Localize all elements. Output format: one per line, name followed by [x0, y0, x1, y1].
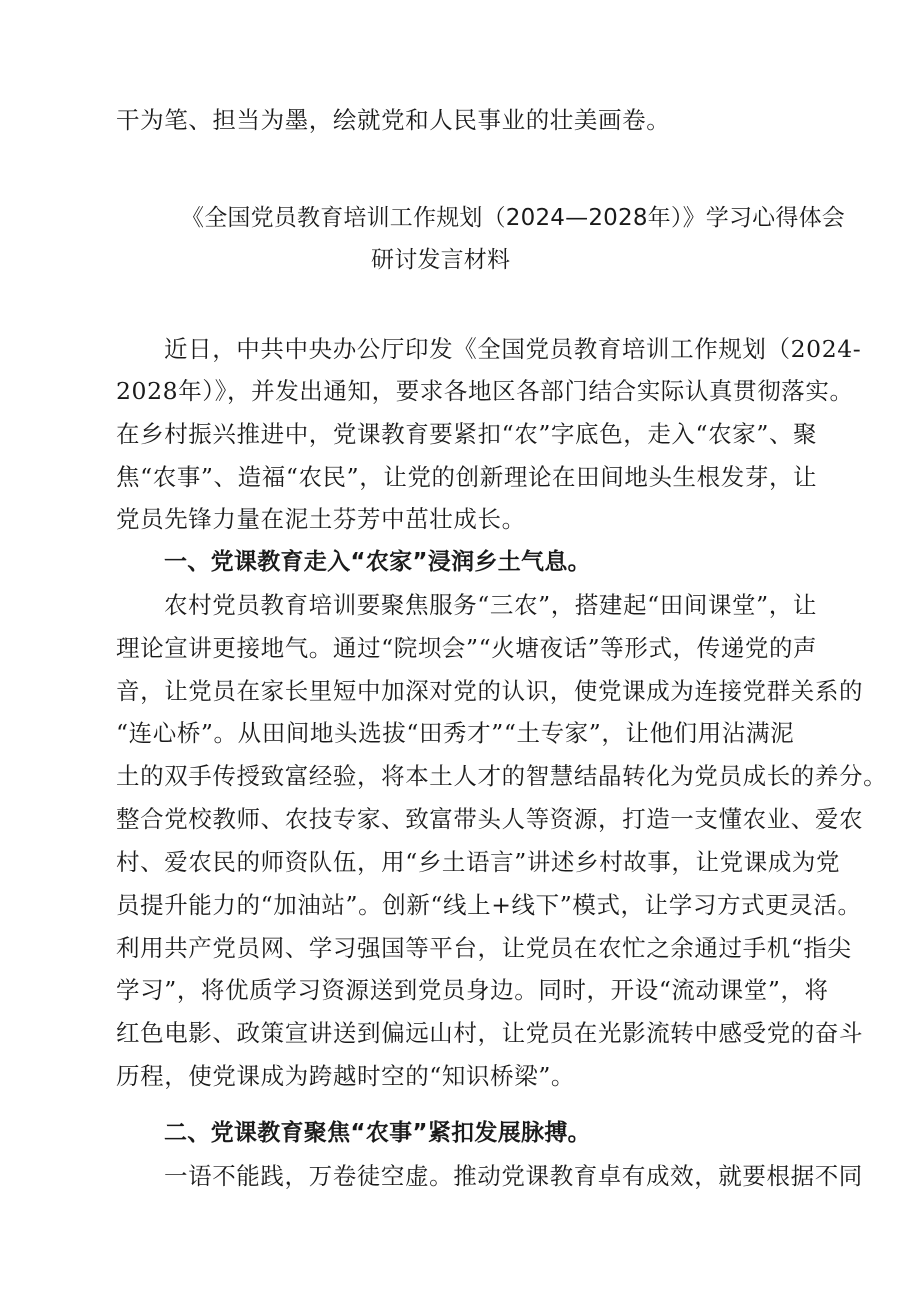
section1-line-5: 土的双手传授致富经验，将本土人才的智慧结晶转化为党员成长的养分。 [116, 762, 888, 790]
section1-line-9: 利用共产党员网、学习强国等平台，让党员在农忙之余通过手机“指尖 [116, 934, 852, 962]
section1-heading: 一、党课教育走入“农家”浸润乡土气息。 [164, 549, 591, 575]
intro-line-3: 在乡村振兴推进中，党课教育要紧扣“农”字底色，走入“农家”、聚 [116, 420, 818, 448]
section2-line-1: 一语不能践，万卷徒空虚。推动党课教育卓有成效，就要根据不同 [164, 1162, 863, 1190]
intro-line-1: 近日，中共中央办公厅印发《全国党员教育培训工作规划（2024- [164, 335, 862, 363]
section1-line-4: “连心桥”。从田间地头选拔“田秀才”“土专家”，让他们用沾满泥 [116, 719, 795, 747]
document-title-line1: 《全国党员教育培训工作规划（2024—2028年）》学习心得体会 [181, 205, 845, 231]
section1-line-2: 理论宣讲更接地气。通过“院坝会”“火塘夜话”等形式，传递党的声 [116, 634, 818, 662]
section1-line-10: 学习”，将优质学习资源送到党员身边。同时，开设“流动课堂”，将 [116, 976, 829, 1004]
document-title-line2: 研讨发言材料 [371, 247, 511, 273]
section1-line-6: 整合党校教师、农技专家、致富带头人等资源，打造一支懂农业、爱农 [116, 805, 864, 833]
intro-line-4: 焦“农事”、造福“农民”，让党的创新理论在田间地头生根发芽，让 [116, 463, 818, 491]
section1-line-8: 员提升能力的“加油站”。创新“线上+线下”模式，让学习方式更灵活。 [116, 891, 862, 919]
section1-line-7: 村、爱农民的师资队伍，用“乡土语言”讲述乡村故事，让党课成为党 [116, 848, 841, 876]
intro-line-5: 党员先锋力量在泥土芬芳中茁壮成长。 [116, 505, 526, 533]
section1-line-1: 农村党员教育培训要聚焦服务“三农”，搭建起“田间课堂”，让 [164, 591, 817, 619]
intro-line-2: 2028年）》，并发出通知，要求各地区各部门结合实际认真贯彻落实。 [116, 377, 854, 405]
section1-line-12: 历程，使党课成为跨越时空的“知识桥梁”。 [116, 1062, 576, 1090]
section1-line-11: 红色电影、政策宣讲送到偏远山村，让党员在光影流转中感受党的奋斗 [116, 1019, 864, 1047]
section1-line-3: 音，让党员在家长里短中加深对党的认识，使党课成为连接党群关系的 [116, 677, 864, 705]
continuation-line: 干为笔、担当为墨，绘就党和人民事业的壮美画卷。 [116, 106, 671, 134]
section2-heading: 二、党课教育聚焦“农事”紧扣发展脉搏。 [164, 1120, 591, 1146]
